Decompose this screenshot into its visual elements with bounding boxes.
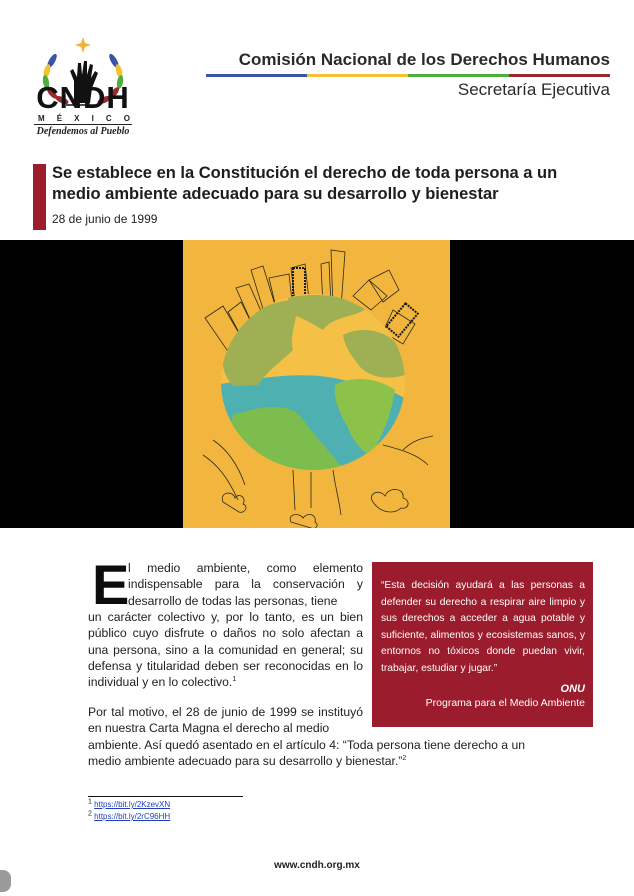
drop-cap: E	[92, 553, 130, 616]
logo-country	[38, 114, 130, 123]
tricolor-divider	[206, 74, 610, 77]
article-illustration	[183, 240, 450, 528]
logo-divider	[34, 124, 132, 125]
paragraph-1-text: un carácter colectivo y, por lo tanto, es un bien público cuyo disfrute o daños no solo afectan a una persona, sino a la comunidad en general; su defensa y titularidad deben ser reconocidas en lo individual y en lo colectivo.	[88, 610, 363, 690]
paragraph-2-lead: Por tal motivo, el 28 de junio de 1999 se instituyó en nuestra Carta Magna el derecho al medio	[88, 705, 363, 736]
logo-letter: C	[105, 114, 112, 123]
rule-segment-blue	[206, 74, 307, 77]
quote-box	[372, 562, 593, 727]
earth-illustration-icon	[183, 240, 450, 528]
organization-name: Comisión Nacional de los Derechos Humanos	[238, 50, 610, 69]
footnote-number: 1	[88, 798, 92, 806]
logo-letter: I	[91, 114, 94, 123]
rule-segment-yellow	[307, 74, 408, 77]
title-accent-bar	[33, 164, 46, 230]
quote-author: ONU	[560, 683, 585, 695]
page-corner-tab	[0, 870, 11, 892]
footnote-link-2[interactable]: https://bit.ly/2rC96HH	[94, 812, 171, 821]
footnote-ref-1[interactable]: 1	[232, 676, 237, 684]
footnote-1	[88, 800, 170, 809]
article-date: 28 de junio de 1999	[52, 212, 158, 226]
department-name: Secretaría Ejecutiva	[457, 80, 610, 99]
paragraph-2	[88, 737, 558, 770]
article-title: Se establece en la Constitución el derecho de toda persona a un medio ambiente adecuado para su desarrollo y bienestar	[52, 164, 558, 203]
logo-acronym: CNDH	[36, 80, 130, 115]
footnote-divider	[88, 796, 243, 797]
footnote-number: 2	[88, 810, 92, 818]
paragraph-2-text: ambiente. Así quedó asentado en el artículo 4: “Toda persona tiene derecho a un medio ambiente adecuado para su desarrollo y bienestar.”	[88, 738, 526, 769]
logo-letter: O	[123, 114, 130, 123]
footer-website[interactable]: www.cndh.org.mx	[274, 860, 360, 871]
rule-segment-green	[408, 74, 509, 77]
logo-letter: É	[56, 114, 63, 123]
rule-segment-red	[509, 74, 610, 77]
footnote-2	[88, 812, 170, 821]
footnote-ref-2[interactable]: 2	[402, 755, 407, 763]
quote-organization: Programa para el Medio Ambiente	[425, 697, 585, 709]
quote-text: “Esta decisión ayudará a las personas a defender su derecho a respirar aire limpio y sus derechos a acceder a agua potable y suficiente, alimentos y ecosistemas sanos, y entornos no tóxicos donde puedan vivir, trabajar, estudiar y jugar.”	[381, 580, 585, 674]
logo-letter: M	[38, 114, 45, 123]
logo-letter: X	[74, 114, 80, 123]
paragraph-1	[88, 609, 363, 690]
footnote-link-1[interactable]: https://bit.ly/2KzevXN	[94, 800, 171, 809]
paragraph-1-lead: l medio ambiente, como elemento indispensable para la conservación y desarrollo de todas las personas, tiene	[128, 561, 363, 608]
logo-motto: Defendemos al Pueblo	[36, 126, 130, 137]
